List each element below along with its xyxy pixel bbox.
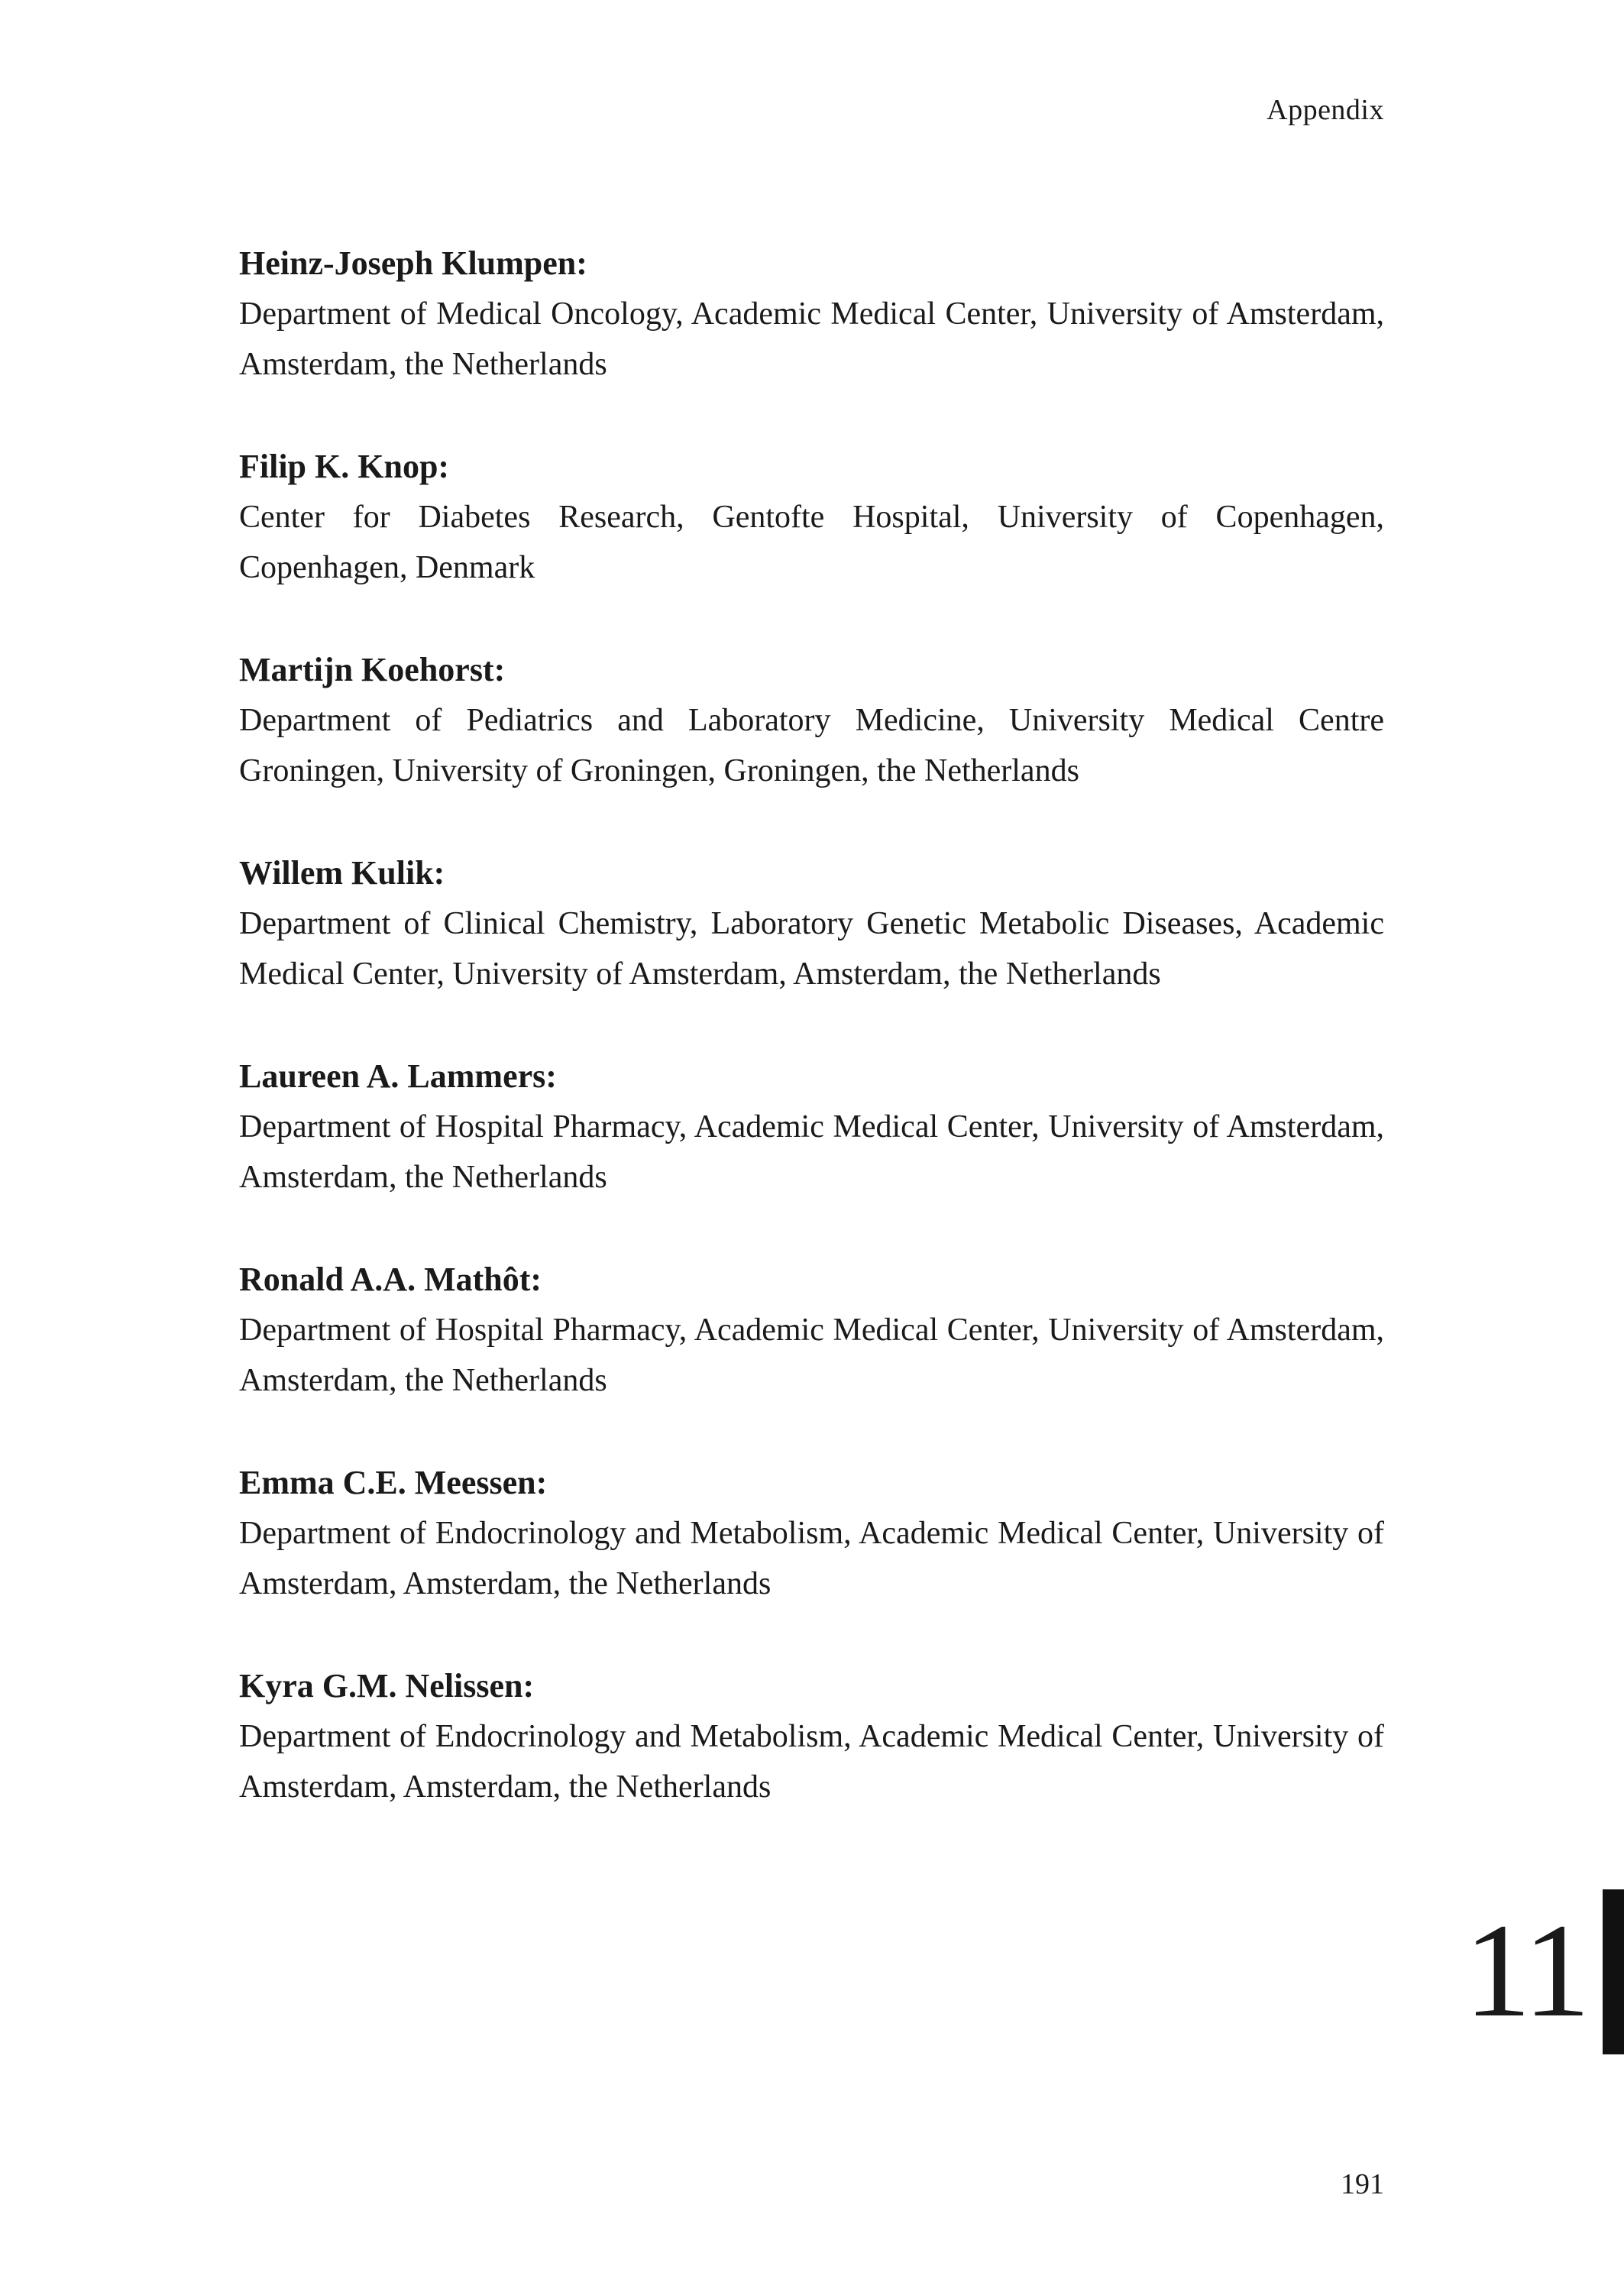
- running-header: Appendix: [1267, 94, 1384, 126]
- contributor-name: Willem Kulik:: [239, 854, 445, 892]
- contributor-affiliation: Center for Diabetes Research, Gentofte Hospital, University of Copenhagen, Copenhagen, Denmark: [239, 500, 1384, 585]
- contributor-entry: [239, 238, 1384, 390]
- contributor-affiliation: Department of Clinical Chemistry, Laboratory Genetic Metabolic Diseases, Academic Medical Center, University of Amsterdam, Amsterdam, the Netherlands: [239, 906, 1384, 992]
- contributor-entry: [239, 442, 1384, 593]
- contributor-name: Martijn Koehorst:: [239, 651, 506, 688]
- contributor-entry: [239, 1458, 1384, 1609]
- contributor-affiliation: Department of Endocrinology and Metabolism, Academic Medical Center, University of Amsterdam, Amsterdam, the Netherlands: [239, 1516, 1384, 1601]
- contributor-entry: [239, 645, 1384, 796]
- chapter-number: 11: [1464, 1896, 1587, 2045]
- contributor-affiliation: Department of Endocrinology and Metabolism, Academic Medical Center, University of Amsterdam, Amsterdam, the Netherlands: [239, 1719, 1384, 1805]
- chapter-thumb-tab: [1603, 1889, 1624, 2054]
- contributor-name: Emma C.E. Meessen:: [239, 1464, 548, 1501]
- contributor-affiliation: Department of Pediatrics and Laboratory Medicine, University Medical Centre Groningen, University of Groningen, Groningen, the Netherlands: [239, 703, 1384, 788]
- contributor-list: [239, 238, 1384, 1864]
- contributor-affiliation: Department of Hospital Pharmacy, Academic Medical Center, University of Amsterdam, Amsterdam, the Netherlands: [239, 1313, 1384, 1398]
- contributor-name: Ronald A.A. Mathôt:: [239, 1261, 542, 1298]
- contributor-name: Filip K. Knop:: [239, 448, 450, 485]
- contributor-name: Laureen A. Lammers:: [239, 1057, 557, 1095]
- contributor-name: Kyra G.M. Nelissen:: [239, 1667, 535, 1704]
- contributor-name: Heinz-Joseph Klumpen:: [239, 244, 587, 282]
- contributor-affiliation: Department of Hospital Pharmacy, Academic Medical Center, University of Amsterdam, Amsterdam, the Netherlands: [239, 1109, 1384, 1195]
- contributor-entry: [239, 1254, 1384, 1406]
- page-number: 191: [1341, 2168, 1384, 2200]
- contributor-affiliation: Department of Medical Oncology, Academic Medical Center, University of Amsterdam, Amsterdam, the Netherlands: [239, 296, 1384, 382]
- contributor-entry: [239, 1051, 1384, 1203]
- contributor-entry: [239, 848, 1384, 999]
- contributor-entry: [239, 1661, 1384, 1812]
